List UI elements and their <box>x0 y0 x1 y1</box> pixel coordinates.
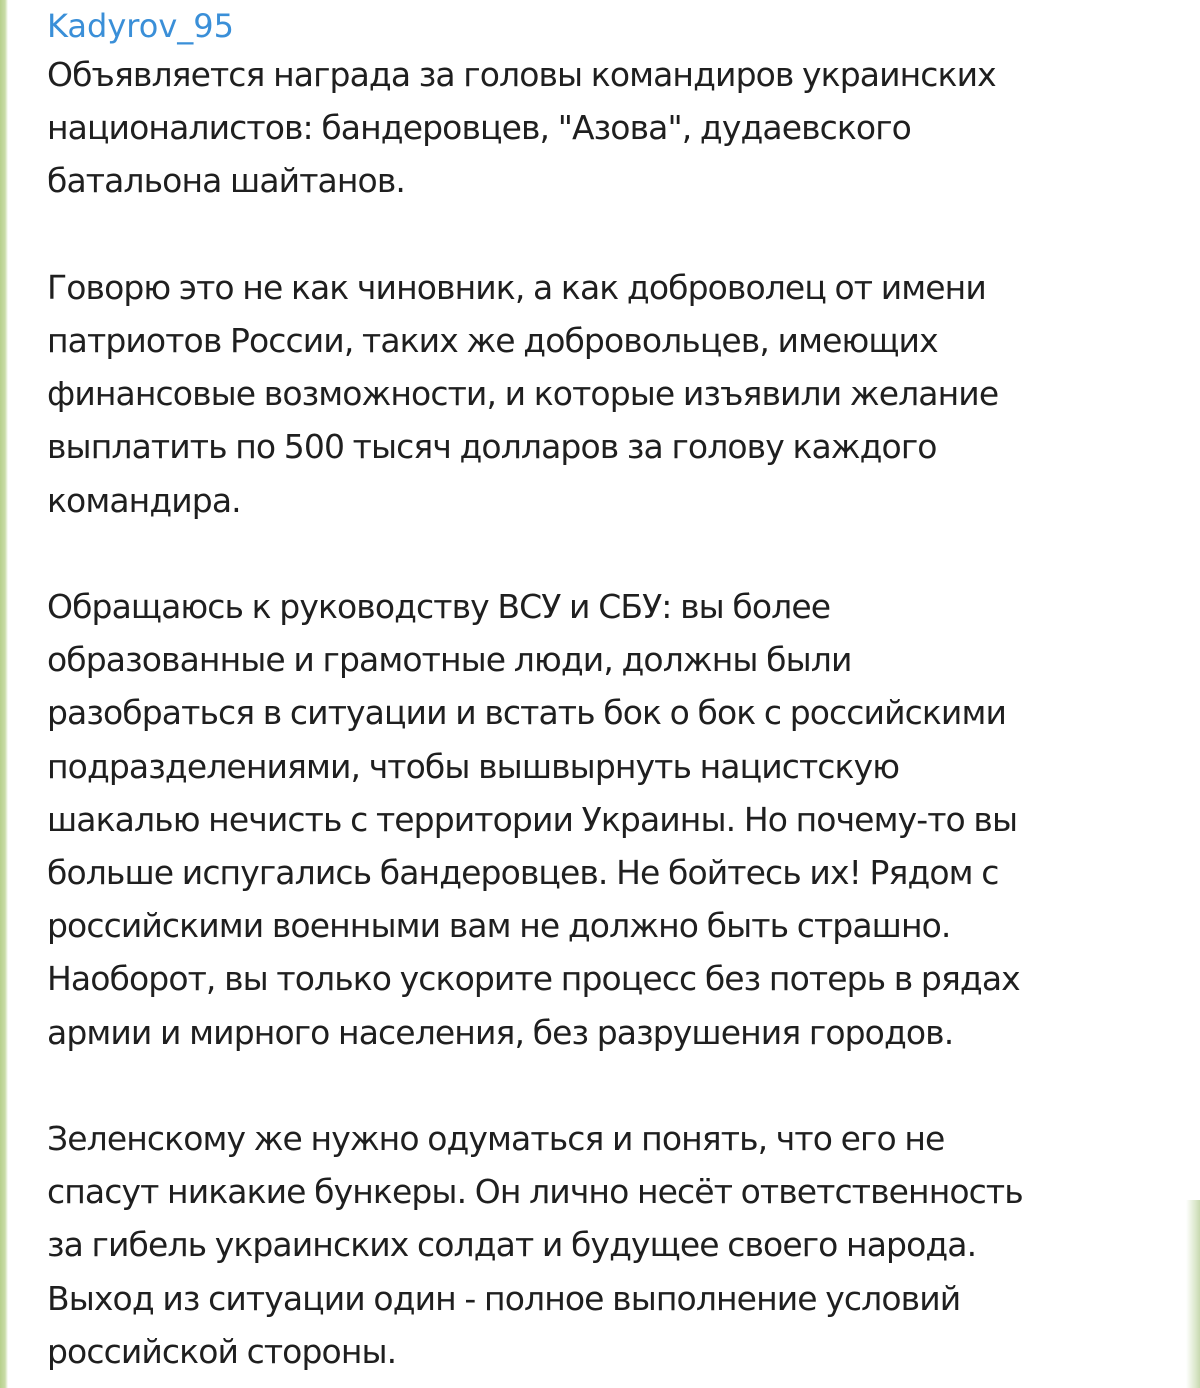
message-bubble-edge <box>0 0 8 1388</box>
message-line: больше испугались бандеровцев. Не бойтесь их! Рядом с <box>47 853 999 893</box>
message-paragraph <box>47 580 1182 1059</box>
message-line: российской стороны. <box>47 1331 397 1371</box>
message-bubble <box>47 4 1182 1378</box>
message-paragraph <box>47 261 1182 527</box>
message-line: патриотов России, таких же добровольцев, имеющих <box>47 321 938 360</box>
message-line: командира. <box>47 480 241 520</box>
message-paragraph <box>47 48 1182 208</box>
scrollbar-edge <box>1186 1200 1200 1388</box>
message-line: подразделениями, чтобы вышвырнуть нацистскую <box>47 746 900 786</box>
message-line: выплатить по 500 тысяч долларов за голову каждого <box>47 427 937 467</box>
message-line: Объявляется награда за головы командиров украинских <box>47 55 996 94</box>
message-line: националистов: бандеровцев, "Азова", дудаевского <box>47 108 911 148</box>
message-line: Выход из ситуации один - полное выполнение условий <box>47 1278 961 1318</box>
message-line: армии и мирного населения, без разрушения городов. <box>47 1012 954 1052</box>
message-line: за гибель украинских солдат и будущее своего народа. <box>47 1225 977 1265</box>
message-line: Зеленскому же нужно одуматься и понять, что его не <box>47 1119 945 1159</box>
message-line: батальона шайтанов. <box>47 161 405 201</box>
message-line: Наоборот, вы только ускорите процесс без потерь в рядах <box>47 959 1020 999</box>
message-line: образованные и грамотные люди, должны были <box>47 640 852 680</box>
author-name[interactable]: Kadyrov_95 <box>47 7 234 45</box>
message-line: финансовые возможности, и которые изъявили желание <box>47 374 999 414</box>
paragraph-spacer <box>47 208 1182 261</box>
message-line: российскими военными вам не должно быть страшно. <box>47 906 951 946</box>
message-line: разобраться в ситуации и встать бок о бок с российскими <box>47 693 1006 733</box>
paragraph-spacer <box>47 1059 1182 1112</box>
message-line: Обращаюсь к руководству ВСУ и СБУ: вы более <box>47 587 831 626</box>
message-paragraph <box>47 1112 1182 1378</box>
message-line: Говорю это не как чиновник, а как доброволец от имени <box>47 267 986 307</box>
message-line: спасут никакие бункеры. Он лично несёт ответственность <box>47 1172 1023 1212</box>
paragraph-spacer <box>47 527 1182 580</box>
message-line: шакалью нечисть с территории Украины. Но почему-то вы <box>47 799 1018 839</box>
